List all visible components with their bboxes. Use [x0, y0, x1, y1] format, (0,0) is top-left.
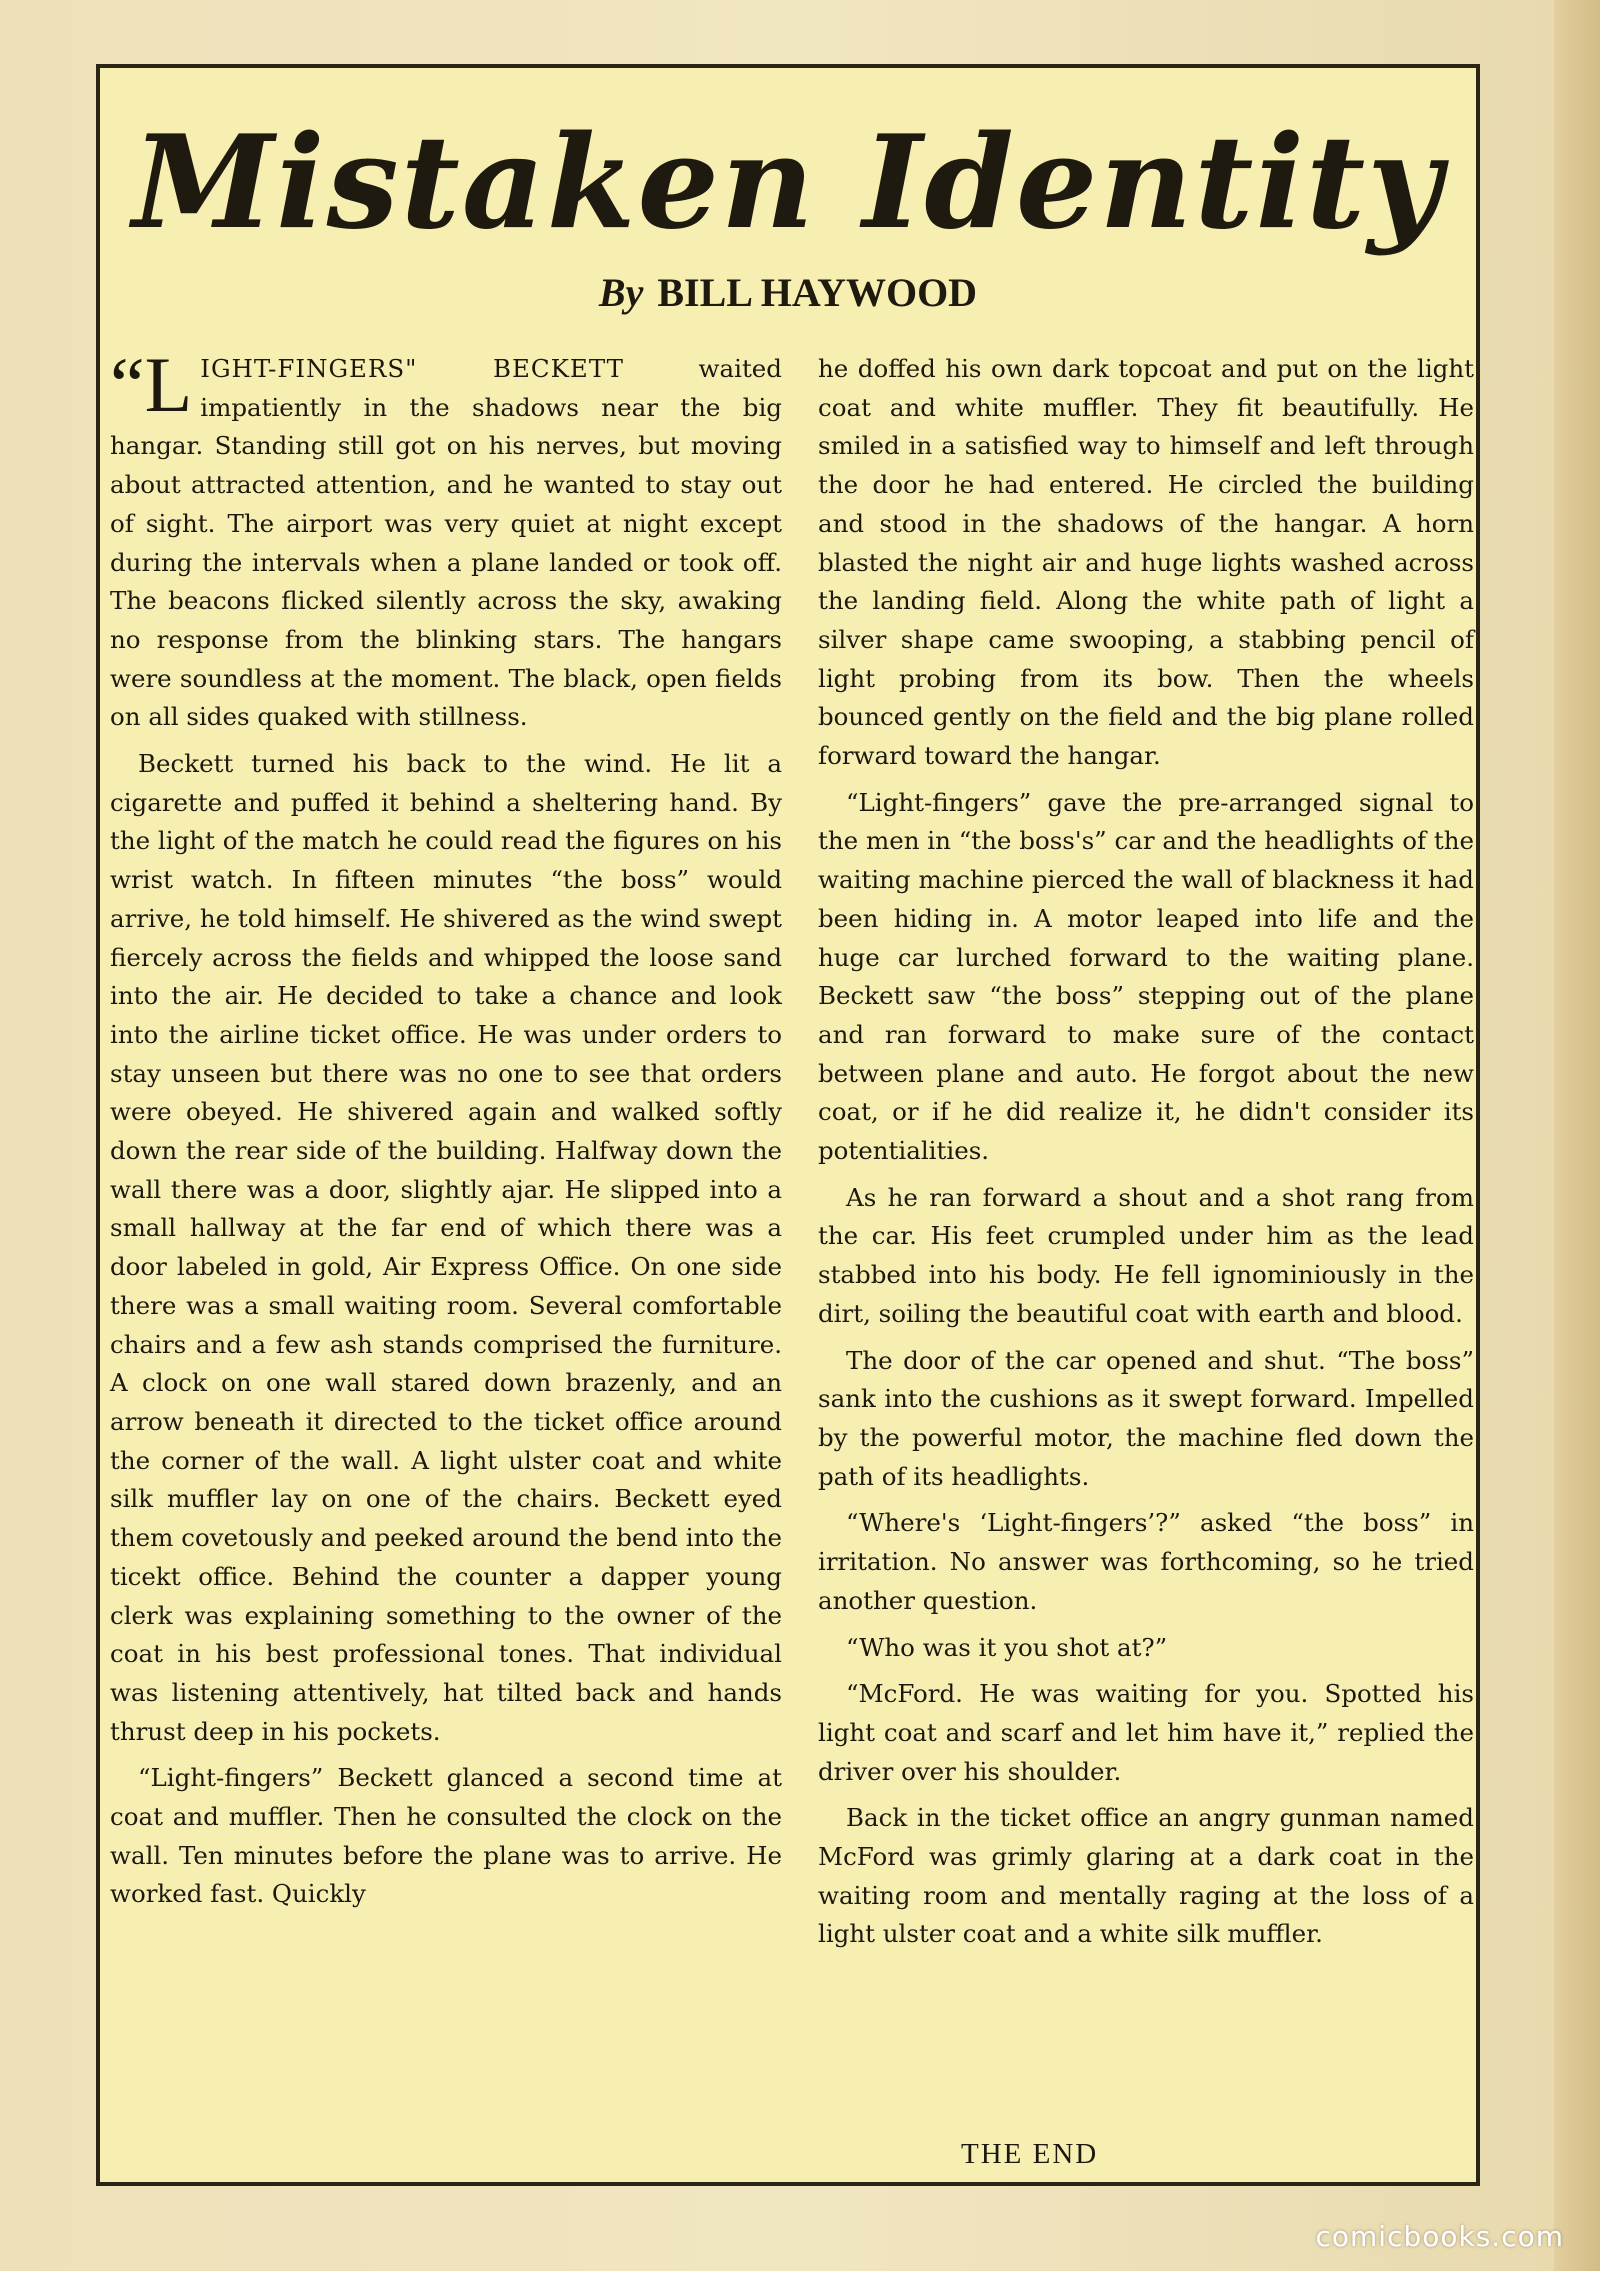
paragraph-4: he doffed his own dark topcoat and put on the light coat and white muffler. They fit beautifully. He smiled in a satisfied way to himself and left through the door he had entered. He circled the building and stood in the shadows of the hangar. A horn blasted the night air and huge lights washed across the landing field. Along the white path of light a silver shape came swooping, a stabbing pencil of light probing from its bow. Then the wheels bounced gently on the field and the big plane rolled forward toward the hangar.	[818, 354, 1474, 771]
paragraph-1	[110, 341, 782, 737]
opening-caps: IGHT-FINGERS" BECKETT	[200, 354, 624, 383]
text-column-left	[110, 341, 782, 1922]
text-column-right	[818, 350, 1474, 1962]
paragraph-11: Back in the ticket office an angry gunman named McFord was grimly glaring at a dark coat in the waiting room and mentally raging at the loss of a light ulster coat and a white silk muffler.	[818, 1803, 1474, 1949]
paragraph-1-text: waited impatiently in the shadows near the big hangar. Standing still got on his nerves, but moving about attracted attention, and he wanted to stay out of sight. The airport was very quiet at night except during the intervals when a plane landed or took off. The beacons flicked silently across the sky, awaking no response from the blinking stars. The hangars were soundless at the moment. The black, open fields on all sides quaked with stillness.	[110, 354, 782, 732]
page-spine	[1554, 0, 1600, 2271]
byline	[100, 268, 1476, 318]
paragraph-8: “Where's ‘Light-fingers’?” asked “the boss” in irritation. No answer was forthcoming, so he tried another question.	[818, 1508, 1474, 1615]
paragraph-7: The door of the car opened and shut. “The boss” sank into the cushions as it swept forward. Impelled by the powerful motor, the machine fled down the path of its headlights.	[818, 1345, 1474, 1491]
paragraph-5: “Light-fingers” gave the pre-arranged signal to the men in “the boss's” car and the headlights of the waiting machine pierced the wall of blackness it had been hiding in. A motor leaped into life and the huge car lurched forward to the waiting plane. Beckett saw “the boss” stepping out of the plane and ran forward to make sure of the contact between plane and auto. He forgot about the new coat, or if he did realize it, he didn't consider its potentialities.	[818, 787, 1474, 1166]
the-end-label: THE END	[961, 2138, 1099, 2170]
paragraph-2: Beckett turned his back to the wind. He lit a cigarette and puffed it behind a sheltering hand. By the light of the match he could read the figures on his wrist watch. In fifteen minutes “the boss” would arrive, he told himself. He shivered as the wind swept fiercely across the fields and whipped the loose sand into the air. He decided to take a chance and look into the airline ticket office. He was under orders to stay unseen but there was no one to see that orders were obeyed. He shivered again and walked softly down the rear side of the building. Halfway down the wall there was a door, slightly ajar. He slipped into a small hallway at the far end of which there was a door labeled in gold, Air Express Office. On one side there was a small waiting room. Several comfortable chairs and a few ash stands comprised the furniture. A clock on one wall stared down brazenly, and an arrow beneath it directed to the ticket office around the corner of the wall. A light ulster coat and white silk muffler lay on one of the chairs. Beckett eyed them covetously and peeked around the bend into the ticekt office. Behind the counter a dapper young clerk was explaining something to the owner of the coat in his best professional tones. That individual was listening attentively, hat tilted back and hands thrust deep in his pockets.	[110, 749, 782, 1746]
byline-by: By	[598, 270, 644, 315]
paragraph-6: As he ran forward a shout and a shot rang from the car. His feet crumpled under him as the lead stabbed into his body. He fell ignominiously in the dirt, soiling the beautiful coat with earth and blood.	[818, 1182, 1474, 1328]
paragraph-10: “McFord. He was waiting for you. Spotted his light coat and scarf and let him have it,” replied the driver over his shoulder.	[818, 1679, 1474, 1786]
byline-author: BILL HAYWOOD	[657, 270, 978, 315]
paragraph-3: “Light-fingers” Beckett glanced a second time at coat and muffler. Then he consulted the clock on the wall. Ten minutes before the plane was to arrive. He worked fast. Quickly	[110, 1763, 782, 1909]
story-frame	[96, 64, 1480, 2186]
drop-cap: “L	[110, 341, 193, 428]
story-title: Mistaken Identity	[132, 108, 1444, 258]
paragraph-9: “Who was it you shot at?”	[846, 1632, 1168, 1662]
site-watermark: comicbooks.com	[1315, 2220, 1564, 2253]
